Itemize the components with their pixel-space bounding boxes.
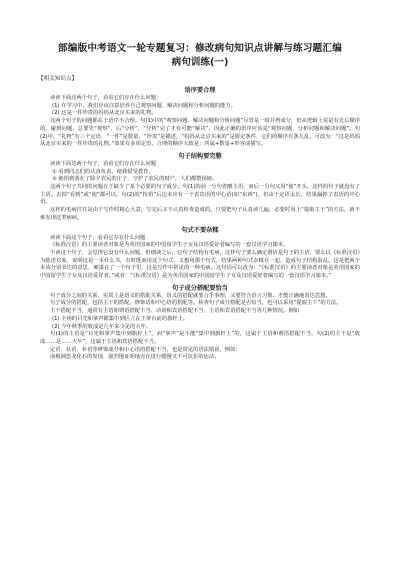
knowledge-tag: 【相关知识点】: [38, 76, 78, 82]
paragraph: 《标准汉语》的主要读者对象是为英语国家的中国留学生子女及汉语爱好者编写的一套汉语学习课本。: [50, 242, 289, 249]
document-body: [40, 86, 360, 362]
document-subtitle: 病句训练(一): [171, 57, 229, 68]
paragraph: (2) 今年秋季的收成是几年来少见的大年。: [52, 323, 152, 330]
paragraph: 这两个句子的问题都在于语序不合理。句(1)中的“观察问题、解决问题和分析问题”尽管是一组并列成分，但从逻辑上说是有先后顺序的，碰到问题，总要先“观察”，后“分析”，“分析”完了才有可能“解决”，因此正确的语序应该是“观察问题、分析问题和解决问题”。句(2)中，“礼物”有三个定语，“一件”是数量，“珍贵”是描述，“妈妈从北京买来的”是限定条件，它们的顺序有条儿乱，可改为：“这是妈妈从北京买来的一件珍贵的礼物。”如果有多项定语，合理的顺序大致是：所属+数量+形容或描写。: [40, 118, 360, 148]
paragraph: 定语、状语、补语等修饰成分和中心语的搭配不当，也是常见的语法错误，例如：: [50, 346, 241, 353]
document-title: 部编版中考语文一轮专题复习：修改病句知识点讲解与练习题汇编: [57, 43, 343, 54]
paragraph: 句子成分的搭配，包括主干的搭配、修饰语和中心语的搭配等。检查句子成分搭配是否恰当，也可以采用“提取主干”的方法。: [50, 300, 342, 307]
paragraph: ② 她拾到落在了除夕农民的庄子，守护了农民的财产，人们都赞扬她。: [52, 176, 218, 183]
paragraph: ① 看到同志们的认真负责，使我很受教育。: [52, 168, 154, 175]
paragraph: 这两个句子共同的问题在于缺少了某个必要的句子成分。句(1)的前一分句省略主语，而后一分句又用“使”开头，这样的句子就没有了主语。去掉“看到”或“使”都可以。句(2)的“捡拾”后边本应有一个表宾语的中心语(如“东西”)，但由于定语太长，结果漏掉了表语的中心语。: [40, 184, 360, 206]
paragraph: 南极洲恐龙化石的发现，强烈地证明地壳在进行缓慢又不可抗拒的运动。: [50, 354, 220, 361]
section-heading: 句子结构要完整: [178, 152, 222, 160]
paragraph: 读读下面这两个句子，看看它们存在什么问题：: [50, 95, 162, 101]
paragraph: 句(1)的主语是“目光和掌声集中到旗杆上”，而“掌声”是不能“集中到旗杆上”的，这属于主语和谓语搭配不当。句(2)的主干是“收成……是……大年”，这属于主语和宾语搭配不当。: [40, 331, 360, 345]
paragraph: 这样的毛病往往是由于写作时粗心大意，写完后又不认真检查造成的。只要把句子认真读几遍，必要时用上“提取主干”的方法，就不难发现这类病病。: [40, 207, 360, 221]
section-heading: 语序要合理: [184, 87, 216, 94]
paragraph: 主干搭配不当，通常有主语和谓语搭配不当、动词和宾语搭配不当、主语和宾语搭配不当等几种情况。例如: [50, 308, 299, 315]
section-heading: 句式不要杂糅: [181, 226, 219, 234]
section-heading: 句子成分搭配要恰当: [172, 284, 228, 292]
paragraph: (1) 在学习中，我们应该注意培养自己观察问题、解决问题和分析问题的能力。: [52, 102, 236, 109]
paragraph: (2) 这是一件珍贵的妈妈从北京买来的礼物。: [52, 110, 157, 117]
paragraph: 乍读这个句子，会觉得它没有什么问题，但细读之后，它句子结构有毛病。这样句子要么确定谓语是句子的主语，要么以《标准汉语》为陈述对象，说明这是一本什么书，有时既而用这个句式，又想用那个句式，结果两种句式杂糅在一起，造成句子结构混乱。这是把两个本该分别表达的意思，硬凑在了一个句子里，这是写作中常见的一种毛病。这句话可以改为：“《标准汉语》的主要读者对象是英语国家的中国留学生子女及汉语爱好者。”或者：“《标准汉语》是为英语国家的中国留学生子女及汉语爱好者编写的一套汉语学习课本。”: [40, 249, 360, 280]
paragraph: 句子成分之间的关系，实质上是语义的搭配关系，语义的搭配就要合乎事理，又要符合语言习惯。才能正确地表达思想。: [50, 292, 331, 299]
paragraph: (1) 全场的目光和掌声都集中到区立在王掌台前的旗杆上。: [52, 315, 189, 322]
paragraph: 读读下面这两个句子，看看它们存在什么问题: [50, 160, 156, 167]
paragraph: 读读下面这个句子，看看它存在什么问题: [50, 234, 146, 241]
